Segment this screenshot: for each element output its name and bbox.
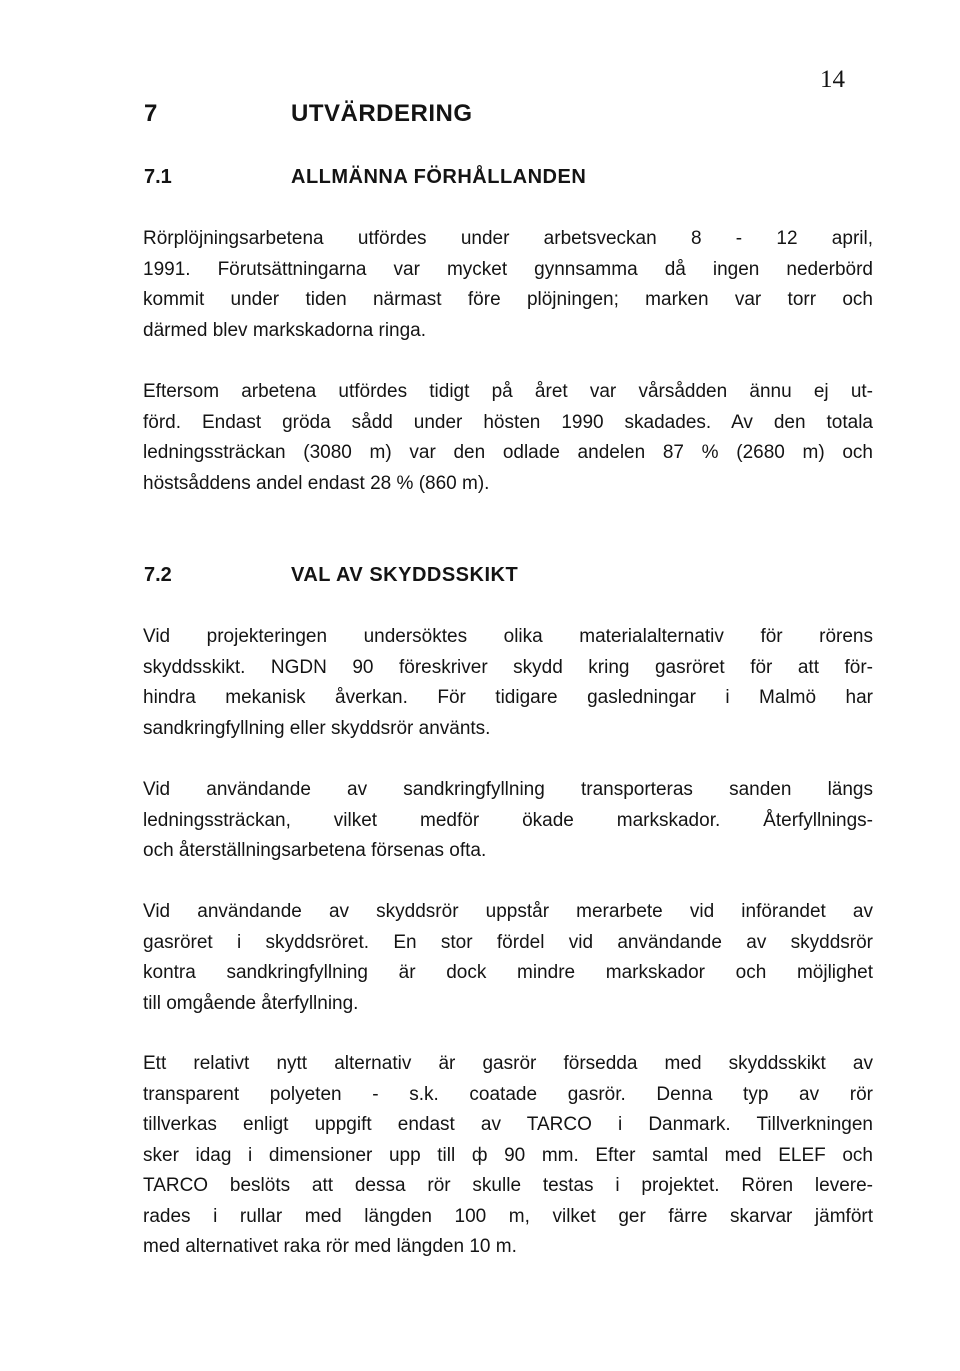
text-line: ledningssträckan (3080 m) var den odlade andelen 87 % (2680 m) och bbox=[143, 442, 873, 463]
paragraph bbox=[143, 622, 873, 744]
section-title: VAL AV SKYDDSSKIKT bbox=[291, 564, 519, 586]
text-line: Rörplöjningsarbetena utfördes under arbetsveckan 8 - 12 april, bbox=[143, 228, 873, 249]
text-line: kommit under tiden närmast före plöjningen; marken var torr och bbox=[143, 289, 873, 310]
chapter-title: UTVÄRDERING bbox=[291, 100, 473, 127]
paragraph bbox=[143, 775, 873, 867]
text-line: Vid projekteringen undersöktes olika materialalternativ för rörens bbox=[143, 626, 873, 647]
text-line: förd. Endast gröda sådd under hösten 1990 skadades. Av den totala bbox=[143, 411, 873, 433]
text-line: Ett relativt nytt alternativ är gasrör försedda med skyddsskikt av bbox=[143, 1053, 873, 1074]
chapter-number: 7 bbox=[144, 100, 158, 127]
text-line: rades i rullar med längden 100 m, vilket ger färre skarvar jämfört bbox=[143, 1205, 873, 1227]
text-line: sandkringfyllning eller skyddsrör använts. bbox=[143, 717, 491, 739]
text-line: skyddsskikt. NGDN 90 föreskriver skydd kring gasröret för att för- bbox=[143, 656, 873, 678]
text-line: gasröret i skyddsröret. En stor fördel vid användande av skyddsrör bbox=[143, 931, 873, 953]
text-line: och återställningsarbetena försenas ofta. bbox=[143, 840, 487, 861]
text-line: transparent polyeten - s.k. coatade gasrör. Denna typ av rör bbox=[143, 1083, 873, 1105]
section-title: ALLMÄNNA FÖRHÅLLANDEN bbox=[291, 166, 587, 188]
paragraph bbox=[143, 1049, 873, 1263]
text-line: tillverkas enligt uppgift endast av TARCO i Danmark. Tillverkningen bbox=[143, 1114, 873, 1135]
text-line: Vid användande av skyddsrör uppstår merarbete vid införandet av bbox=[143, 901, 873, 922]
text-line: därmed blev markskadorna ringa. bbox=[143, 319, 427, 341]
page-number: 14 bbox=[820, 66, 845, 93]
section-number: 7.1 bbox=[144, 166, 172, 188]
text-line: kontra sandkringfyllning är dock mindre markskador och möjlighet bbox=[143, 962, 873, 983]
paragraph bbox=[143, 224, 873, 346]
text-line: TARCO beslöts att dessa rör skulle testas i projektet. Rören levere- bbox=[143, 1175, 873, 1196]
paragraph bbox=[143, 377, 873, 499]
text-line: med alternativet raka rör med längden 10 m. bbox=[143, 1236, 517, 1257]
text-line: Vid användande av sandkringfyllning transporteras sanden längs bbox=[143, 779, 873, 800]
text-line: Eftersom arbetena utfördes tidigt på året var vårsådden ännu ej ut- bbox=[143, 381, 873, 402]
text-line: ledningssträckan, vilket medför ökade markskador. Återfyllnings- bbox=[143, 809, 873, 831]
text-line: sker idag i dimensioner upp till ф 90 mm. Efter samtal med ELEF och bbox=[143, 1144, 873, 1166]
text-line: till omgående återfyllning. bbox=[143, 992, 359, 1014]
paragraph bbox=[143, 897, 873, 1019]
text-line: hindra mekanisk åverkan. För tidigare gasledningar i Malmö har bbox=[143, 687, 873, 708]
text-line: höstsåddens andel endast 28 % (860 m). bbox=[143, 472, 490, 494]
section-number: 7.2 bbox=[144, 564, 172, 586]
text-line: 1991. Förutsättningarna var mycket gynnsamma då ingen nederbörd bbox=[143, 258, 873, 280]
